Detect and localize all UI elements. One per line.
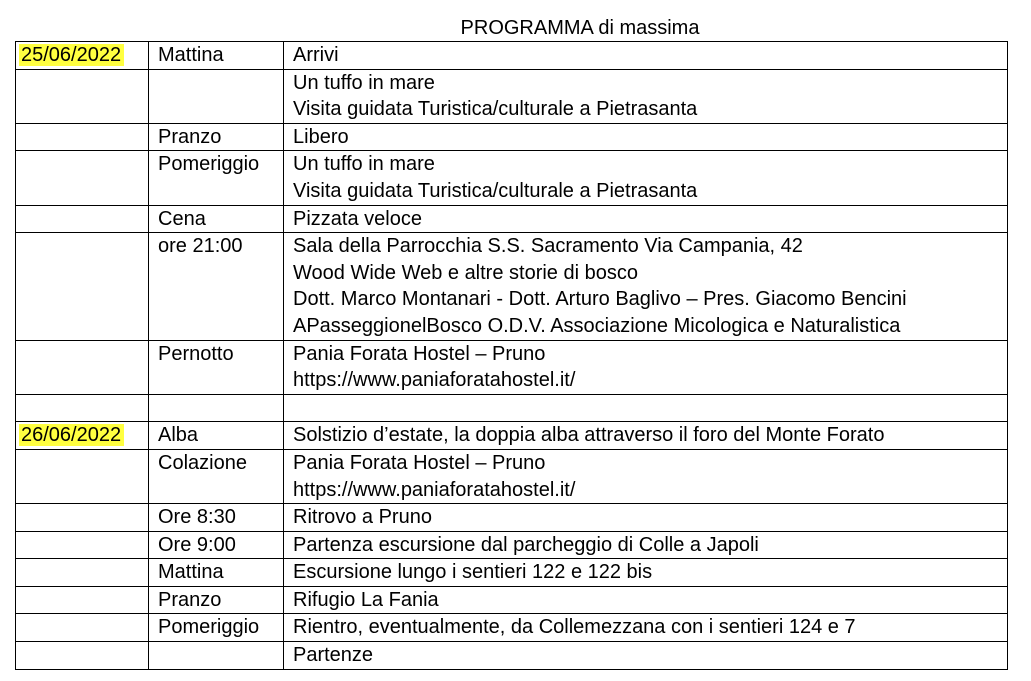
activity-line: Visita guidata Turistica/culturale a Pietrasanta — [293, 179, 698, 202]
date-cell — [16, 69, 149, 123]
activity-cell — [284, 123, 1008, 151]
time-cell — [149, 642, 284, 670]
page-title: PROGRAMMA di massima — [460, 17, 700, 39]
activity-line: https://www.paniaforatahostel.it/ — [293, 478, 576, 501]
table-row — [16, 422, 1008, 450]
table-row — [16, 340, 1008, 394]
table-row — [16, 504, 1008, 532]
activity-cell — [284, 205, 1008, 233]
activity-cell — [284, 559, 1008, 587]
time-cell: Ore 8:30 — [149, 504, 284, 532]
time-cell — [149, 394, 284, 422]
table-row — [16, 69, 1008, 123]
time-cell: Pranzo — [149, 586, 284, 614]
date-cell — [16, 614, 149, 642]
activity-line: APasseggionelBosco O.D.V. Associazione Micologica e Naturalistica — [293, 314, 901, 337]
activity-cell — [284, 151, 1008, 205]
time-cell: Pernotto — [149, 340, 284, 394]
activity-line: Rifugio La Fania — [293, 588, 439, 611]
date-highlight: 26/06/2022 — [19, 424, 124, 446]
activity-line: Visita guidata Turistica/culturale a Pietrasanta — [293, 98, 698, 121]
table-row — [16, 531, 1008, 559]
activity-cell — [284, 614, 1008, 642]
activity-line: Rientro, eventualmente, da Collemezzana con i sentieri 124 e 7 — [293, 616, 856, 639]
activity-line: Wood Wide Web e altre storie di bosco — [293, 261, 638, 284]
activity-cell — [284, 42, 1008, 70]
date-cell — [16, 394, 149, 422]
time-cell: Pranzo — [149, 123, 284, 151]
date-cell — [16, 422, 149, 450]
activity-cell — [284, 531, 1008, 559]
activity-cell — [284, 394, 1008, 422]
activity-cell — [284, 69, 1008, 123]
activity-cell — [284, 422, 1008, 450]
table-row — [16, 586, 1008, 614]
activity-line: Libero — [293, 125, 349, 148]
activity-cell — [284, 586, 1008, 614]
time-cell — [149, 69, 284, 123]
activity-line: Dott. Marco Montanari - Dott. Arturo Baglivo – Pres. Giacomo Bencini — [293, 288, 907, 311]
activity-line: Ritrovo a Pruno — [293, 506, 432, 529]
activity-line: Pania Forata Hostel – Pruno — [293, 342, 546, 365]
activity-line: Solstizio d’estate, la doppia alba attraverso il foro del Monte Forato — [293, 424, 885, 447]
table-row — [16, 205, 1008, 233]
date-cell — [16, 233, 149, 340]
date-cell — [16, 151, 149, 205]
date-cell — [16, 531, 149, 559]
time-cell: Alba — [149, 422, 284, 450]
time-cell: Ore 9:00 — [149, 531, 284, 559]
date-cell — [16, 205, 149, 233]
schedule-table — [15, 41, 1008, 670]
table-row — [16, 559, 1008, 587]
activity-line: Sala della Parrocchia S.S. Sacramento Via Campania, 42 — [293, 235, 803, 258]
date-cell — [16, 123, 149, 151]
activity-line: Escursione lungo i sentieri 122 e 122 bis — [293, 561, 653, 584]
table-row — [16, 449, 1008, 503]
activity-line: Partenze — [293, 644, 374, 667]
table-row — [16, 151, 1008, 205]
table-row-spacer — [16, 394, 1008, 422]
time-cell: Pomeriggio — [149, 614, 284, 642]
table-row — [16, 42, 1008, 70]
table-row — [16, 233, 1008, 340]
date-cell — [16, 340, 149, 394]
activity-line: https://www.paniaforatahostel.it/ — [293, 369, 576, 392]
activity-cell — [284, 233, 1008, 340]
activity-line: Pizzata veloce — [293, 207, 422, 230]
activity-line: Un tuffo in mare — [293, 71, 435, 94]
table-row — [16, 123, 1008, 151]
activity-line: Un tuffo in mare — [293, 153, 435, 176]
schedule-body — [16, 42, 1008, 670]
date-cell — [16, 559, 149, 587]
activity-cell — [284, 642, 1008, 670]
activity-cell — [284, 449, 1008, 503]
date-cell — [16, 504, 149, 532]
time-cell: Mattina — [149, 559, 284, 587]
activity-cell — [284, 340, 1008, 394]
time-cell: Colazione — [149, 449, 284, 503]
activity-line: Arrivi — [293, 44, 339, 66]
table-row — [16, 614, 1008, 642]
date-cell — [16, 642, 149, 670]
date-cell — [16, 42, 149, 70]
time-cell: Mattina — [149, 42, 284, 70]
table-row — [16, 642, 1008, 670]
time-cell: Pomeriggio — [149, 151, 284, 205]
date-highlight: 25/06/2022 — [19, 44, 124, 66]
activity-line: Pania Forata Hostel – Pruno — [293, 451, 546, 474]
time-cell: ore 21:00 — [149, 233, 284, 340]
date-cell — [16, 449, 149, 503]
time-cell: Cena — [149, 205, 284, 233]
activity-line: Partenza escursione dal parcheggio di Colle a Japoli — [293, 533, 759, 556]
date-cell — [16, 586, 149, 614]
activity-cell — [284, 504, 1008, 532]
